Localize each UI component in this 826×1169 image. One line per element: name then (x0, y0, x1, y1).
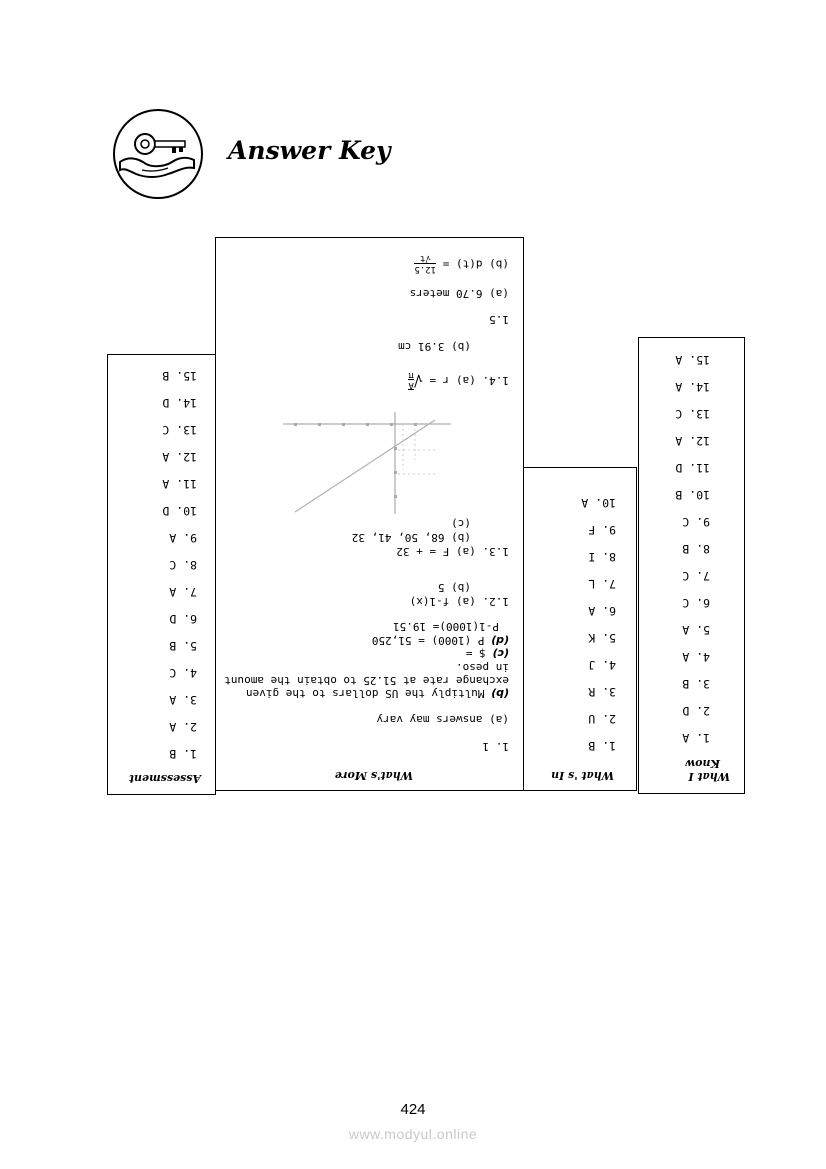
answer-line: (b) 5 (437, 581, 471, 594)
sqrt-fraction (408, 370, 413, 390)
list-item: 3. A (169, 693, 197, 707)
list-item: 14. A (675, 380, 710, 394)
list-item: 3. R (588, 685, 616, 699)
list-item: 13. C (162, 423, 197, 437)
list-item: 10. B (675, 488, 710, 502)
list-item: 4. C (169, 666, 197, 680)
whats-more-box (215, 237, 524, 791)
fraction (414, 253, 436, 274)
what-i-know-heading-line1: What I (688, 770, 730, 783)
answer-line (414, 253, 509, 274)
list-item: 12. A (675, 434, 710, 448)
answer-text: 1.4. (a) r = (429, 374, 509, 387)
answer-line (466, 647, 509, 660)
page-title: Answer Key (228, 136, 391, 165)
list-item: 7. A (169, 585, 197, 599)
answer-line: (a) answers may vary (376, 713, 509, 726)
answer-line: P-1(1000)= 19.51 (393, 620, 499, 633)
list-item: 9. C (682, 515, 710, 529)
list-item: 9. A (169, 531, 197, 545)
list-item: 1. A (682, 731, 710, 745)
sqrt-radical: √ (413, 371, 423, 389)
list-item: 1. B (169, 747, 197, 761)
answer-line: (a) 6.70 meters (409, 287, 509, 300)
list-item: 5. A (682, 623, 710, 637)
what-i-know-box (638, 337, 745, 794)
answer-line: 1.5 (489, 313, 509, 326)
list-item: 5. K (588, 631, 616, 645)
list-item: 6. A (588, 604, 616, 618)
list-item: 1. B (588, 739, 616, 753)
list-item: 4. A (682, 650, 710, 664)
assessment-box (107, 354, 216, 795)
answer-line: exchange rate at 51.25 to obtain the amount (224, 674, 509, 687)
label-b: (b) (491, 687, 509, 700)
fraction-numerator: 12.5 (414, 264, 437, 274)
list-item: 2. U (588, 712, 616, 726)
answer-line (372, 634, 509, 647)
list-item: 12. A (162, 450, 197, 464)
answer-text: (b) d(t) = (442, 257, 509, 271)
list-item: 10. D (162, 504, 197, 518)
list-item: 11. A (162, 477, 197, 491)
answer-line: 1. 1 (482, 740, 509, 753)
answer-line: (b) 3.91 cm (398, 340, 471, 353)
answer-line (408, 370, 509, 390)
answer-text: P (1000) = 51,250 (371, 634, 492, 647)
list-item: 10. A (581, 496, 616, 510)
fraction-denominator: π (408, 370, 414, 380)
list-item: 13. C (675, 407, 710, 421)
list-item: 2. A (169, 720, 197, 734)
whats-in-heading: What 's In (551, 769, 614, 782)
list-item: 8. C (169, 558, 197, 572)
answer-line (246, 687, 509, 700)
fraction-denominator: √t (419, 253, 431, 263)
whats-more-heading: What's More (334, 769, 413, 782)
list-item: 15. B (162, 369, 197, 383)
list-item: 3. B (682, 677, 710, 691)
list-item: 9. F (588, 523, 616, 537)
list-item: 4. J (588, 658, 616, 672)
label-d: (d) (491, 634, 509, 647)
list-item: 5. B (169, 639, 197, 653)
list-item: 8. I (588, 550, 616, 564)
page-number: 424 (400, 1101, 426, 1118)
fraction-numerator: A (408, 380, 414, 390)
watermark: www.modyul.online (348, 1126, 478, 1142)
label-c: (c) (492, 647, 509, 660)
list-item: 14. D (162, 396, 197, 410)
answer-line: in peso. (456, 661, 509, 674)
whats-in-box (523, 467, 637, 791)
list-item: 15. A (675, 353, 710, 367)
list-item: 6. C (682, 596, 710, 610)
what-i-know-heading-line2: Know (685, 757, 720, 770)
list-item: 8. B (682, 542, 710, 556)
list-item: 11. D (675, 461, 710, 475)
key-hand-logo-icon (112, 108, 204, 200)
answer-text: $ = (465, 647, 493, 660)
answer-line: (b) 68, 50, 41, 32 (351, 531, 471, 544)
answer-line: (c) (451, 517, 471, 530)
list-item: 7. C (682, 569, 710, 583)
answer-text: Multiply the US dollars to the given (246, 687, 492, 700)
answer-line: 1.2. (a) f-1(x) (409, 595, 509, 608)
list-item: 7. L (588, 577, 616, 591)
answer-line: 1.3. (a) F = + 32 (396, 545, 509, 558)
inverse-function-graph (279, 410, 455, 520)
assessment-heading: Assessment (128, 772, 201, 785)
list-item: 2. D (682, 704, 710, 718)
list-item: 6. D (169, 612, 197, 626)
